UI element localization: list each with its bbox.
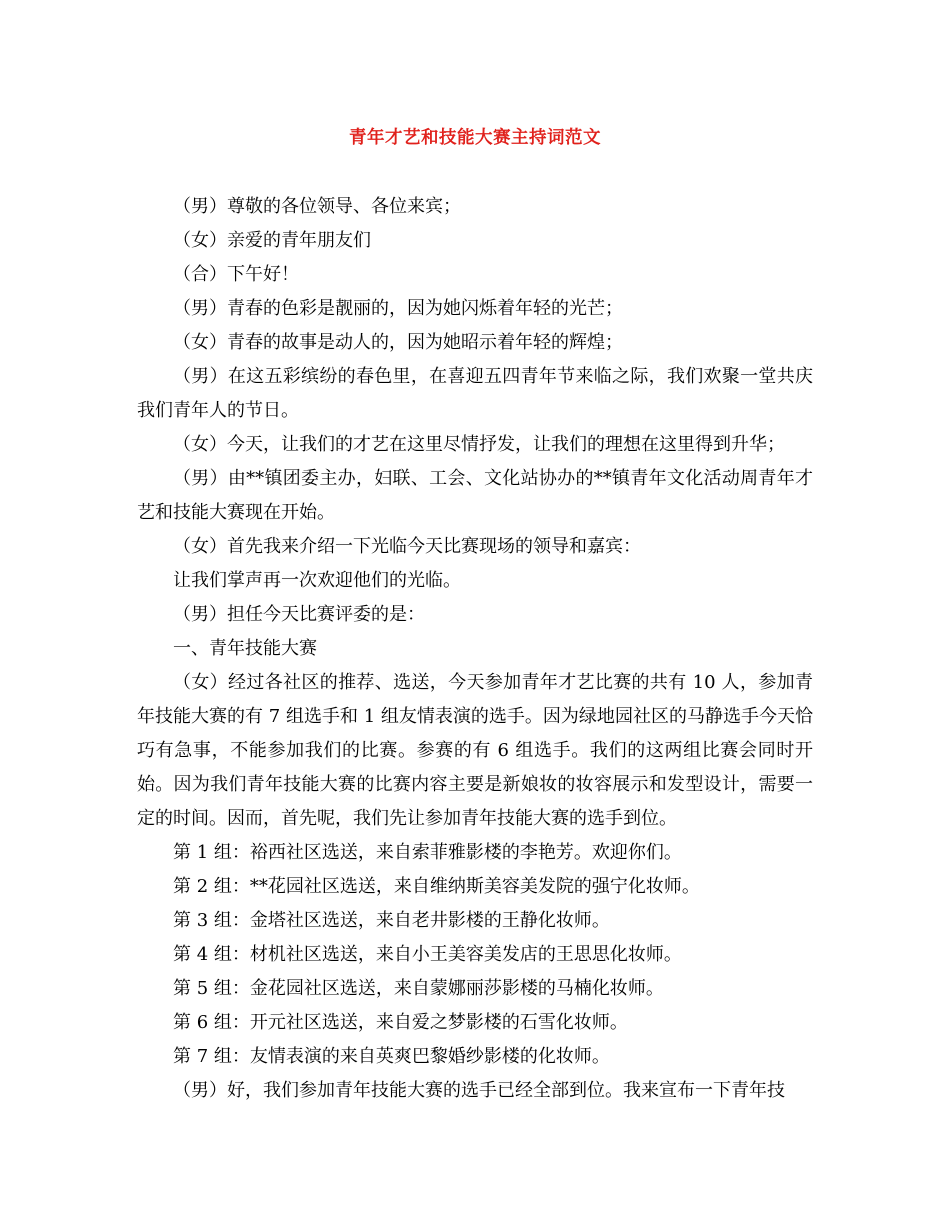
section-heading: 一、青年技能大赛 bbox=[173, 638, 317, 659]
paragraph: （女）青春的故事是动人的，因为她昭示着年轻的辉煌； bbox=[173, 332, 623, 353]
paragraph: （女）亲爱的青年朋友们 bbox=[173, 230, 371, 251]
paragraph: （女）首先我来介绍一下光临今天比赛现场的领导和嘉宾： bbox=[173, 536, 641, 557]
paragraph: （男）好，我们参加青年技能大赛的选手已经全部到位。我来宣布一下青年技 bbox=[173, 1080, 785, 1101]
group-item: 第 4 组：材机社区选送，来自小王美容美发店的王思思化妆师。 bbox=[173, 944, 682, 965]
paragraph: （男）在这五彩缤纷的春色里，在喜迎五四青年节来临之际，我们欢聚一堂共庆我们青年人的节日。 bbox=[137, 366, 813, 421]
document-title: 青年才艺和技能大赛主持词范文 bbox=[349, 128, 601, 148]
group-item: 第 2 组：**花园社区选送，来自维纳斯美容美发院的强宁化妆师。 bbox=[173, 876, 700, 897]
paragraph: （合）下午好！ bbox=[173, 264, 299, 285]
paragraph: （男）由**镇团委主办，妇联、工会、文化站协办的**镇青年文化活动周青年才艺和技能大赛现在开始。 bbox=[137, 468, 813, 523]
document-body bbox=[137, 190, 813, 1108]
paragraph: （男）担任今天比赛评委的是： bbox=[173, 604, 425, 625]
paragraph: （男）尊敬的各位领导、各位来宾； bbox=[173, 196, 461, 217]
group-item: 第 1 组：裕西社区选送，来自索菲雅影楼的李艳芳。欢迎你们。 bbox=[173, 842, 682, 863]
group-item: 第 7 组：友情表演的来自英爽巴黎婚纱影楼的化妆师。 bbox=[173, 1046, 610, 1067]
group-item: 第 6 组：开元社区选送，来自爱之梦影楼的石雪化妆师。 bbox=[173, 1012, 628, 1033]
paragraph: 让我们掌声再一次欢迎他们的光临。 bbox=[173, 570, 461, 591]
paragraph: （男）青春的色彩是靓丽的，因为她闪烁着年轻的光芒； bbox=[173, 298, 623, 319]
paragraph: （女）经过各社区的推荐、选送，今天参加青年才艺比赛的共有 10 人，参加青年技能大赛的有 7 组选手和 1 组友情表演的选手。因为绿地园社区的马静选手今天恰巧有急事，不能参加我们的比赛。参赛的有 6 组选手。我们的这两组比赛会同时开始。因为我们青年技能大赛的比赛内容主要是新娘妆的妆容展示和发型设计，需要一定的时间。因而，首先呢，我们先让参加青年技能大赛的选手到位。 bbox=[137, 672, 813, 829]
group-item: 第 3 组：金塔社区选送，来自老井影楼的王静化妆师。 bbox=[173, 910, 610, 931]
group-item: 第 5 组：金花园社区选送，来自蒙娜丽莎影楼的马楠化妆师。 bbox=[173, 978, 664, 999]
paragraph: （女）今天，让我们的才艺在这里尽情抒发，让我们的理想在这里得到升华； bbox=[173, 434, 785, 455]
